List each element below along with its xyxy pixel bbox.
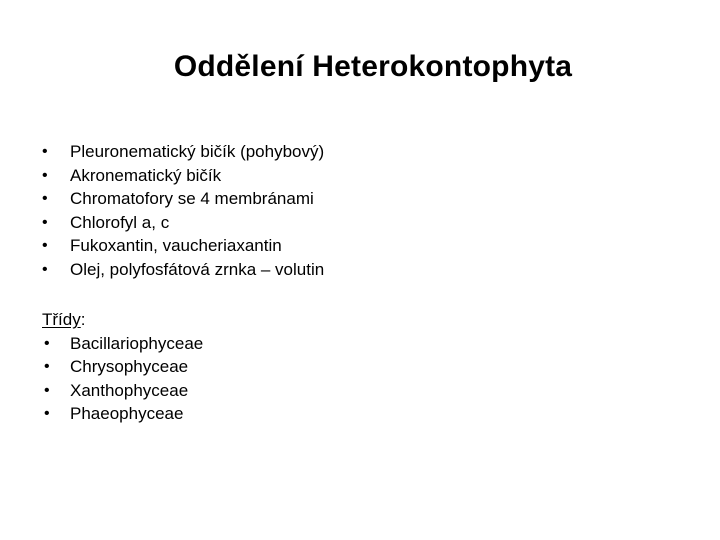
slide-title: Oddělení Heterokontophyta [173,50,573,83]
properties-list [42,140,324,282]
bullet-icon: • [42,190,48,208]
bullet-icon: • [42,143,48,160]
bullet-icon: • [44,381,50,399]
bullet-icon: • [42,260,48,278]
bullet-icon: • [42,213,48,231]
bullet-icon: • [44,334,50,352]
list-item [42,258,324,282]
class-name: Chrysophyceae [70,357,189,377]
class-name: Bacillariophyceae [70,333,204,353]
list-item [42,379,203,403]
property-text: Chlorofyl a, c [70,212,170,232]
list-item [42,234,324,258]
property-text: Fukoxantin, vaucheriaxantin [70,236,282,256]
bullet-icon: • [42,166,48,184]
classes-heading [42,308,203,332]
list-item [42,140,324,164]
property-text: Akronematický bičík [70,165,222,185]
list-item [42,211,324,235]
classes-list [42,332,203,426]
list-item [42,187,324,211]
list-item [42,402,203,426]
property-text: Pleuronematický bičík (pohybový) [70,142,325,161]
bullet-icon: • [44,358,50,376]
class-name: Xanthophyceae [70,380,189,400]
bullet-icon: • [44,405,50,423]
property-text: Chromatofory se 4 membránami [70,189,314,209]
classes-heading-colon: : [80,310,86,329]
list-item [42,355,203,379]
bullet-icon: • [42,237,48,255]
class-name: Phaeophyceae [70,404,184,424]
list-item [42,164,324,188]
list-item [42,332,203,356]
classes-section [42,308,203,426]
classes-heading-label: Třídy [42,310,81,329]
property-text: Olej, polyfosfátová zrnka – volutin [70,259,325,279]
